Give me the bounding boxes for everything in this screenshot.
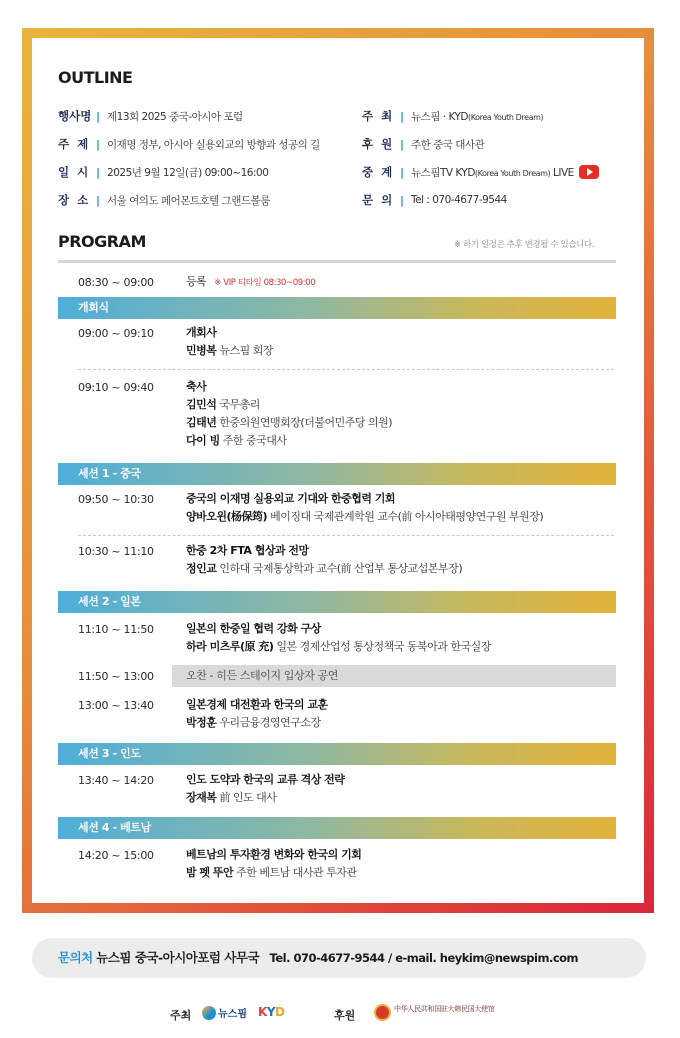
program-title: PROGRAM: [58, 232, 146, 251]
info-key: 중 계: [362, 165, 393, 179]
china-emblem-icon: [374, 1004, 391, 1021]
program-item: [186, 620, 491, 656]
info-key: 일 시: [58, 165, 89, 179]
registration-time: 08:30 ~ 09:00: [78, 276, 154, 289]
outline-row-broadcast: [362, 164, 599, 180]
outline-row-event: [58, 108, 243, 124]
outline-row-date: [58, 164, 268, 180]
newspim-logo: 뉴스핌: [202, 1005, 247, 1020]
outline-row-venue: [58, 192, 270, 208]
info-value: 서울 여의도 페어몬트호텔 그랜드볼룸: [107, 194, 270, 207]
kyd-logo: KYD: [258, 1005, 285, 1019]
program-divider: [58, 260, 616, 263]
item-title: 베트남의 투자환경 변화와 한국의 기회: [186, 848, 362, 861]
contact-org: 뉴스핌 중국-아시아포럼 사무국: [96, 950, 260, 965]
registration-item: [186, 273, 315, 292]
info-separator: |: [400, 165, 405, 179]
outline-row-host: [362, 108, 543, 124]
item-time: 13:40 ~ 14:20: [78, 774, 154, 787]
newspim-logo-icon: [202, 1006, 216, 1020]
info-separator: |: [400, 109, 405, 123]
item-time: 09:00 ~ 09:10: [78, 327, 154, 340]
item-title: 개회사: [186, 326, 217, 339]
item-person: 장재복 前 인도 대사: [186, 791, 277, 804]
item-title: 축사: [186, 380, 207, 393]
program-item: [186, 771, 344, 807]
info-value: 이재명 정부, 아시아 실용외교의 방향과 성공의 길: [107, 138, 320, 151]
embassy-name: 中华人民共和国驻大韩民国大使馆: [394, 1005, 495, 1013]
outline-row-theme: [58, 136, 320, 152]
info-separator: |: [400, 193, 405, 207]
item-person: 김태년 한중의원연맹회장(더불어민주당 의원): [186, 416, 392, 429]
info-value: 뉴스핌 · KYD(Korea Youth Dream): [411, 110, 544, 123]
footer: [0, 1000, 680, 1028]
item-title: 인도 도약과 한국의 교류 격상 전략: [186, 773, 345, 786]
info-separator: |: [96, 137, 101, 151]
session-bar-opening: 개회식: [58, 297, 616, 319]
info-key: 장 소: [58, 193, 89, 207]
session-bar-vietnam: 세션 4 - 베트남: [58, 817, 616, 839]
session-bar-india: 세션 3 - 인도: [58, 743, 616, 765]
item-title: 일본경제 대전환과 한국의 교훈: [186, 698, 328, 711]
item-time: 13:00 ~ 13:40: [78, 699, 154, 712]
item-person: 양바오윈(杨保筠) 베이징대 국제관계학원 교수(前 아시아태평양연구원 부원장): [186, 510, 544, 523]
item-person: 하라 미츠루(原 充) 일본 경제산업성 통상정책국 동북아과 한국실장: [186, 640, 491, 653]
item-title: 일본의 한중일 협력 강화 구상: [186, 622, 321, 635]
item-person: 정인교 인하대 국제통상학과 교수(前 산업부 통상교섭본부장): [186, 562, 463, 575]
program-item: [186, 490, 543, 526]
info-separator: |: [96, 109, 101, 123]
session-bar-japan: 세션 2 - 일본: [58, 591, 616, 613]
item-time: 09:50 ~ 10:30: [78, 493, 154, 506]
registration-title: 등록: [186, 275, 207, 288]
item-time: 11:50 ~ 13:00: [78, 670, 154, 683]
item-title: 한중 2차 FTA 협상과 전망: [186, 544, 309, 557]
contact-bar: [32, 938, 646, 978]
sponsor-label: 후원: [334, 1009, 356, 1022]
info-separator: |: [96, 193, 101, 207]
item-divider: [78, 535, 614, 536]
info-value: 2025년 9월 12일(금) 09:00~16:00: [107, 166, 269, 179]
program-item: [186, 696, 328, 732]
item-time: 09:10 ~ 09:40: [78, 381, 154, 394]
program-item: [186, 846, 361, 882]
info-key: 후 원: [362, 137, 393, 151]
schedule-change-note: ※ 하기 일정은 추후 변경될 수 있습니다.: [454, 240, 595, 250]
info-key: 주 최: [362, 109, 393, 123]
info-key: 문 의: [362, 193, 393, 207]
item-time: 11:10 ~ 11:50: [78, 623, 154, 636]
outline-row-inquiry: [362, 192, 507, 208]
item-person: 박정훈 우리금융경영연구소장: [186, 716, 321, 729]
program-item: [186, 324, 273, 360]
info-key: 주 제: [58, 137, 89, 151]
item-person: 민병복 뉴스핌 회장: [186, 344, 274, 357]
vip-teatime-note: ※ VIP 티타임 08:30~09:00: [214, 278, 316, 288]
contact-info[interactable]: Tel. 070-4677-9544 / e-mail. heykim@newspim.com: [269, 951, 579, 965]
info-separator: |: [96, 165, 101, 179]
item-title: 중국의 이재명 실용외교 기대와 한중협력 기회: [186, 492, 396, 505]
info-value: 주한 중국 대사관: [411, 138, 485, 151]
host-label: 주최: [170, 1009, 192, 1022]
item-divider: [78, 369, 614, 370]
info-separator: |: [400, 137, 405, 151]
info-value: Tel : 070-4677-9544: [411, 194, 507, 206]
program-item: [186, 542, 462, 578]
youtube-icon[interactable]: [579, 165, 599, 179]
info-key: 행사명: [58, 109, 92, 123]
session-bar-china: 세션 1 - 중국: [58, 463, 616, 485]
program-item: [186, 378, 392, 450]
item-time: 14:20 ~ 15:00: [78, 849, 154, 862]
info-value: 제13회 2025 중국-아시아 포럼: [107, 110, 243, 123]
item-person: 다이 빙 주한 중국대사: [186, 434, 287, 447]
contact-label: 문의처: [58, 950, 93, 965]
info-value: 뉴스핌TV KYD(Korea Youth Dream) LIVE: [411, 166, 574, 179]
lunch-bar: 오찬 - 히든 스테이지 입상자 공연: [172, 665, 616, 687]
item-person: 밤 펫 뚜안 주한 베트남 대사관 투자관: [186, 866, 357, 879]
item-time: 10:30 ~ 11:10: [78, 545, 154, 558]
outline-row-sponsor: [362, 136, 484, 152]
item-person: 김민석 국무총리: [186, 398, 260, 411]
outline-title: OUTLINE: [58, 68, 133, 87]
